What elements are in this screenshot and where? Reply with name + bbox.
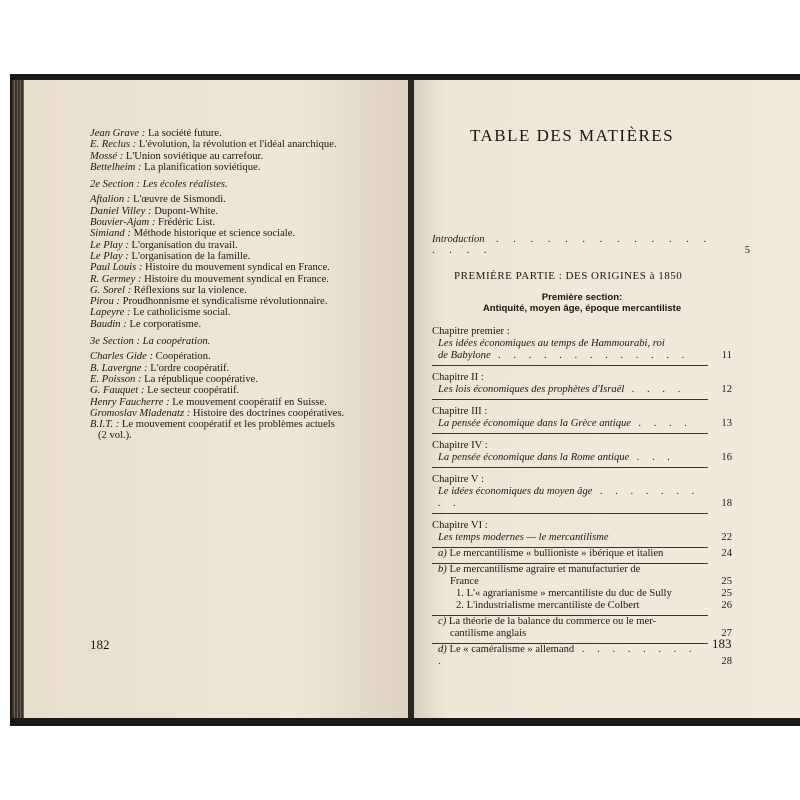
toc-subitem: d) Le « caméralisme » allemand . . . . . . . . . 28	[438, 644, 732, 667]
section-heading: Première section: Antiquité, moyen âge, époque mercantiliste	[482, 292, 682, 314]
bib-entry: G. Sorel : Réflexions sur la violence.	[90, 284, 247, 296]
bib-entry: B. Lavergne : L'ordre coopératif.	[90, 362, 230, 374]
section-heading: 2e Section : Les écoles réalistes.	[90, 179, 228, 191]
toc-chapter: Chapitre premier : Les idées économiques au temps de Hammourabi, roi de Babylone . . . . . . . . . . . . . 11	[432, 326, 732, 366]
bib-entry: Baudin : Le corporatisme.	[90, 318, 202, 330]
bib-entry: Paul Louis : Histoire du mouvement syndical en France.	[90, 262, 330, 274]
toc-subitem: c) La théorie de la balance du commerce ou le mer-	[438, 616, 657, 627]
toc-chapter: Chapitre IV : La pensée économique dans la Rome antique . . . 16	[432, 440, 732, 468]
left-page-bibliography	[90, 128, 390, 442]
divider	[432, 513, 708, 514]
table-of-contents	[432, 326, 732, 674]
bib-entry: B.I.T. : Le mouvement coopératif et les problèmes actuels	[90, 419, 335, 431]
toc-subitem: 1. L'« agrarianisme » mercantiliste du duc de Sully 25	[456, 588, 732, 599]
bib-entry: Henry Faucherre : Le mouvement coopératif en Suisse.	[90, 396, 327, 408]
bib-entry: Pirou : Proudhonnisme et syndicalisme révolutionnaire.	[90, 296, 328, 308]
bib-entry: Charles Gide : Coopération.	[90, 351, 211, 363]
toc-subitem: a) Le mercantilisme « bullioniste » ibérique et italien 24	[438, 548, 732, 559]
toc-chapter: Chapitre III : La pensée économique dans la Grèce antique . . . . 13	[432, 406, 732, 434]
bib-entry: Gromoslav Mladenatz : Histoire des doctrines coopératives.	[90, 407, 345, 419]
bib-entry: Lapeyre : Le catholicisme social.	[90, 307, 231, 319]
divider	[432, 399, 708, 400]
toc-subitem: 2. L'industrialisme mercantiliste de Colbert 26	[456, 600, 732, 611]
bib-entry: Mossé : L'Union soviétique au carrefour.	[90, 150, 264, 162]
bib-entry: G. Fauquet : Le secteur coopératif.	[90, 385, 240, 397]
bib-entry: E. Reclus : L'évolution, la révolution et l'idéal anarchique.	[90, 139, 337, 151]
toc-subitem: b) Le mercantilisme agraire et manufacturier de	[438, 564, 641, 575]
page-title: TABLE DES MATIÈRES	[470, 126, 675, 145]
bib-entry: Le Play : L'organisation du travail.	[90, 239, 238, 251]
bib-entry: Jean Grave : La société future.	[90, 128, 222, 139]
part-title: PREMIÈRE PARTIE : DES ORIGINES à 1850	[454, 270, 683, 282]
bib-entry: R. Germey : Histoire du mouvement syndical en France.	[90, 273, 329, 285]
divider	[432, 365, 708, 366]
bib-entry: Le Play : L'organisation de la famille.	[90, 250, 251, 262]
bib-entry: Bettelheim : La planification soviétique.	[90, 161, 261, 173]
bib-entry: Daniel Villey : Dupont-White.	[90, 205, 219, 217]
page-edges	[12, 80, 24, 718]
section-heading: 3e Section : La coopération.	[90, 336, 211, 348]
divider	[432, 433, 708, 434]
bib-entry-continuation: (2 vol.).	[98, 430, 132, 442]
divider	[432, 467, 708, 468]
bib-entry: Bouvier-Ajam : Frédéric List.	[90, 217, 216, 229]
page-number-right: 183	[712, 636, 732, 651]
toc-chapter: Chapitre II : Les lois économiques des prophètes d'Israël . . . . 12	[432, 372, 732, 400]
toc-introduction: Introduction . . . . . . . . . . . . . . . . . 5	[432, 234, 750, 256]
page-number-left: 182	[90, 637, 110, 652]
toc-chapter: Chapitre V : Le idées économiques du moyen âge . . . . . . . . . 18	[432, 474, 732, 514]
bib-entry: Simiand : Méthode historique et science sociale.	[90, 228, 296, 240]
toc-chapter: Chapitre VI : Les temps modernes — le mercantilisme 22 a) Le mercantilisme « bullioniste » ibérique et italien 24 b) Le mercantilisme agraire et manufacturier de France 25 1. L'« agrarianisme » mercantiliste du duc de Sully 25 2. L'industrialisme mercantiliste de Colbert 26 c) La théorie de la balance du commerce ou le mer- cantilisme anglais 27 d) Le « caméralisme » allemand . . . . . . . . . 28	[432, 520, 732, 667]
bib-entry: E. Poisson : La république coopérative.	[90, 373, 258, 385]
bib-entry: Aftalion : L'œuvre de Sismondi.	[90, 194, 226, 206]
